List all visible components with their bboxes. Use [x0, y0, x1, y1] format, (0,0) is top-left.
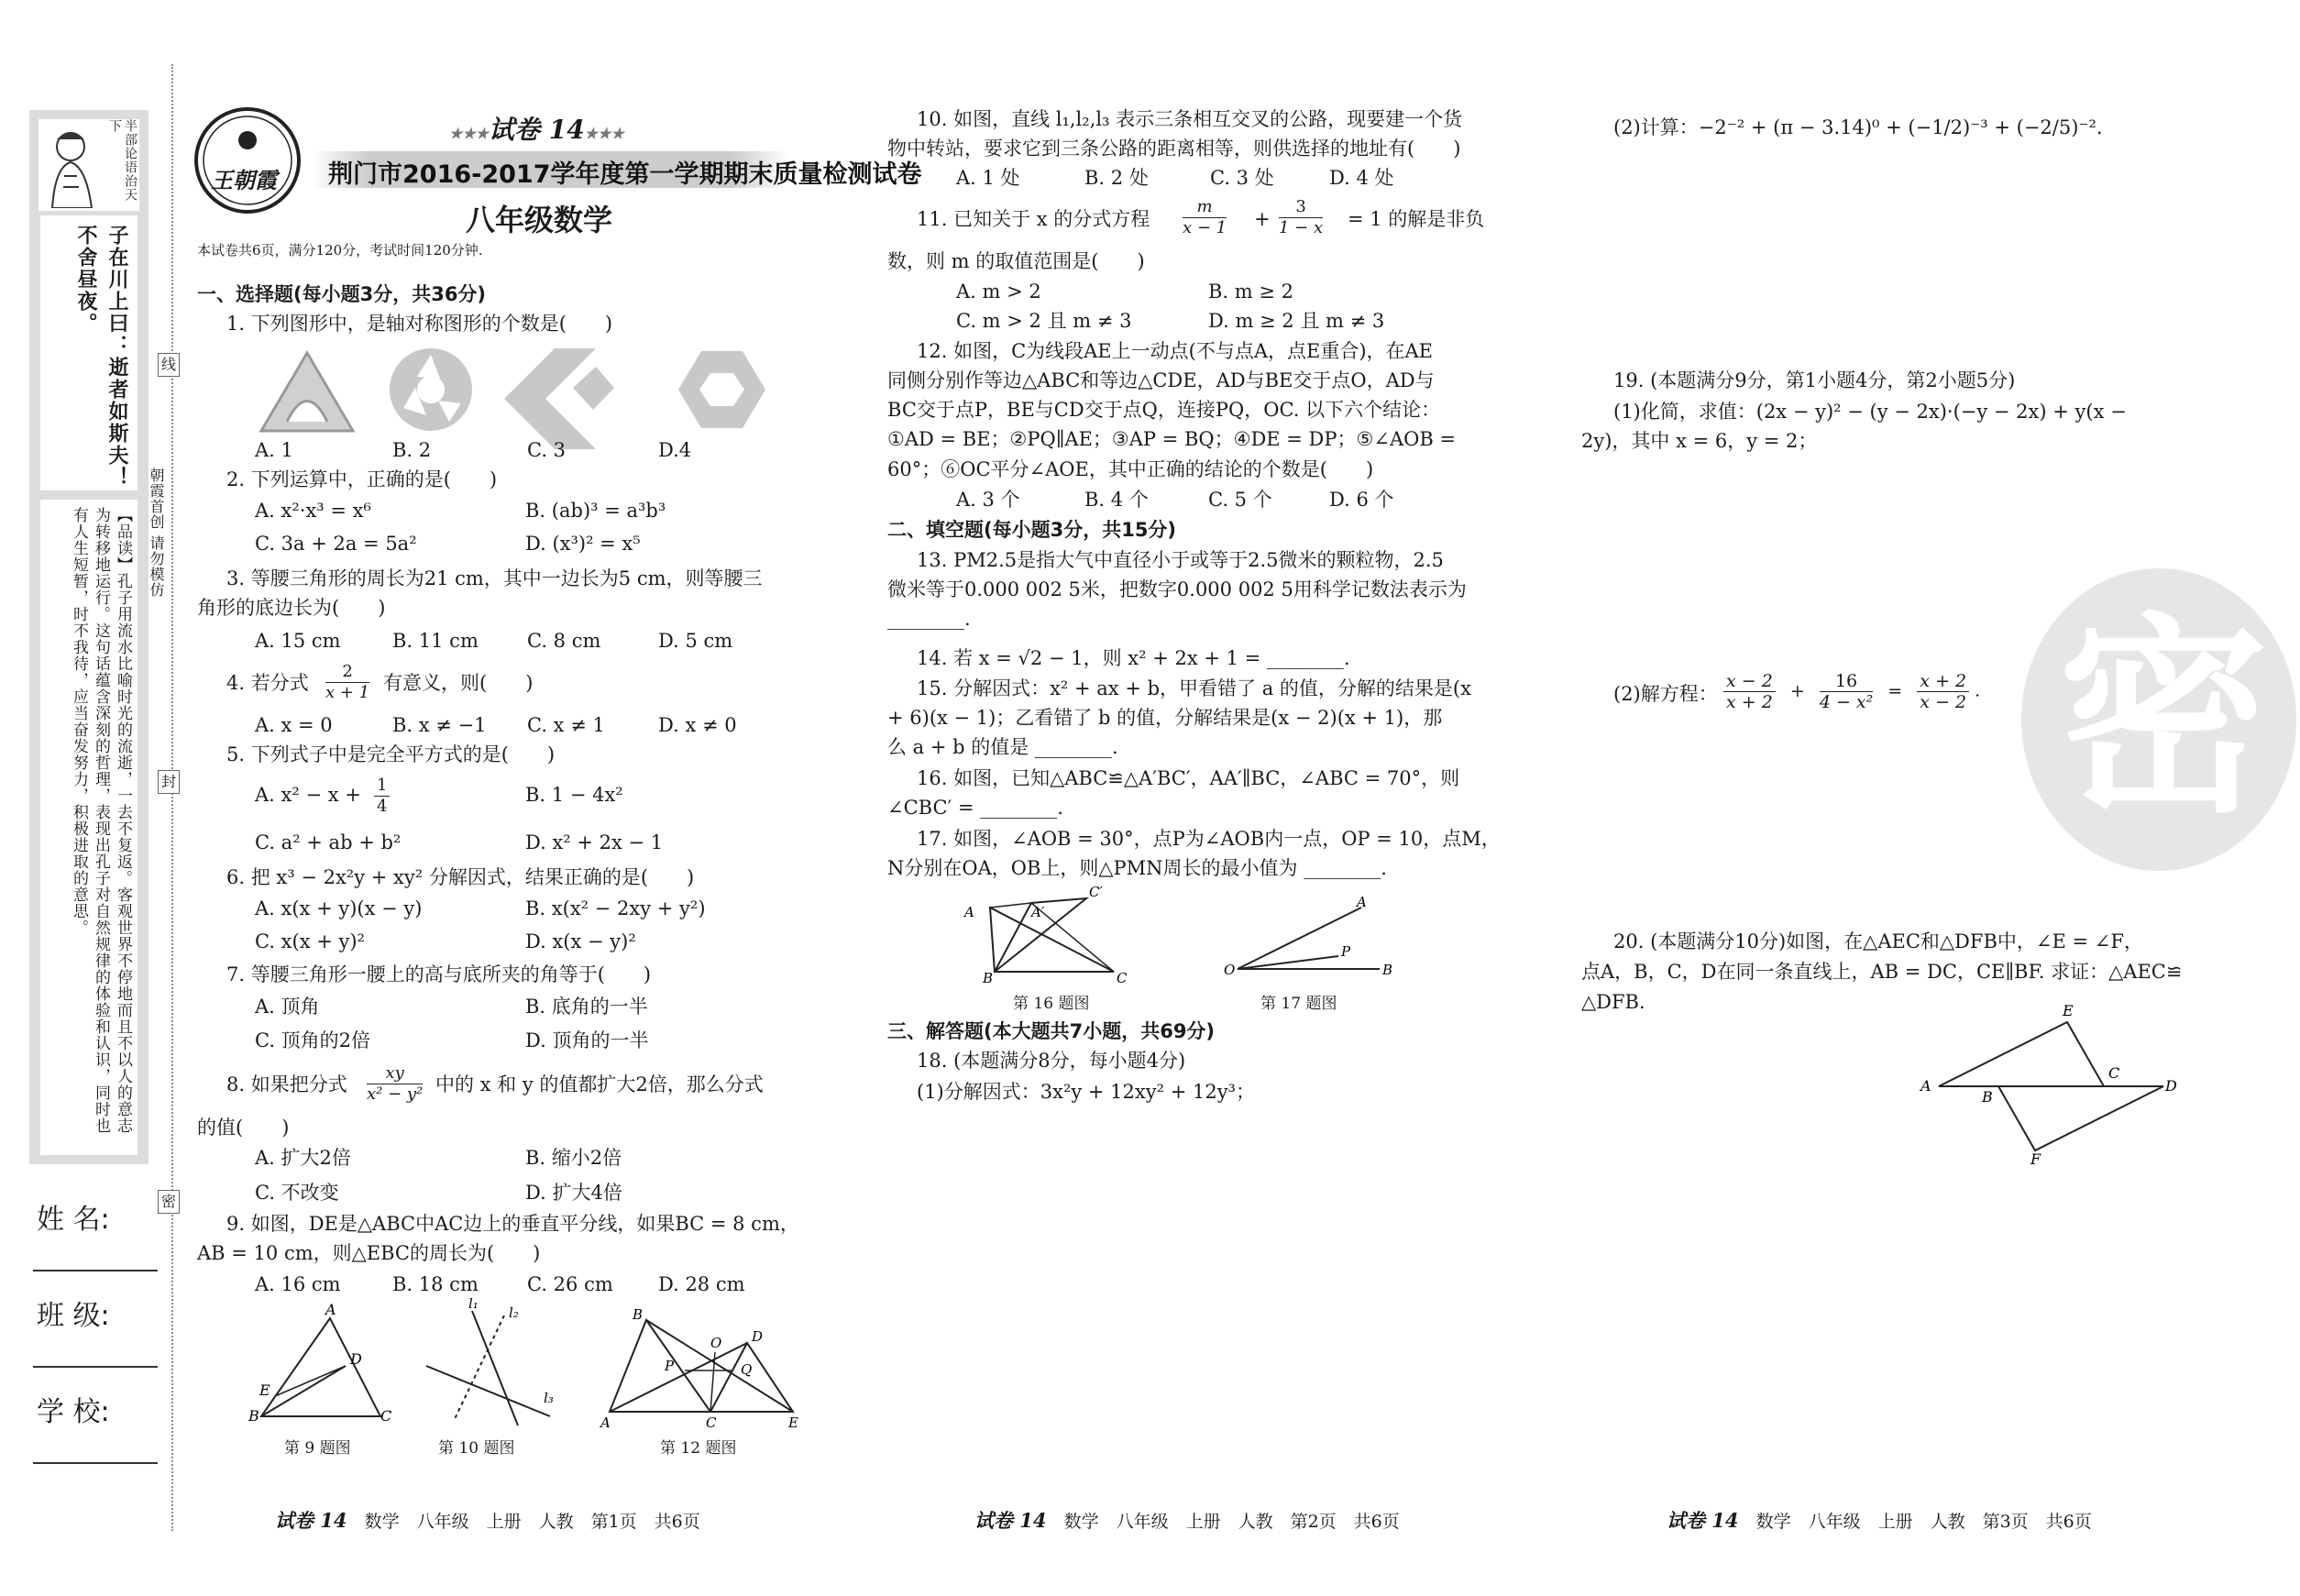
- q5-option-a: A. x² − x +: [255, 784, 361, 806]
- q11-option-c: C. m > 2 且 m ≠ 3: [956, 310, 1132, 332]
- q11-option-d: D. m ≥ 2 且 m ≠ 3: [1208, 310, 1385, 332]
- q8: 8. 如果把分式: [226, 1073, 347, 1095]
- q11-plus: +: [1254, 208, 1271, 230]
- svg-text:F: F: [2030, 1150, 2041, 1164]
- confucius-icon: [39, 121, 103, 208]
- q11-fraction-a: m x − 1: [1183, 197, 1227, 237]
- q8-option-c: C. 不改变: [255, 1182, 339, 1204]
- q12-option-d: D. 6 个: [1329, 489, 1394, 511]
- q10-option-d: D. 4 处: [1329, 167, 1394, 189]
- footer-page3: [1667, 1506, 2092, 1534]
- q9-option-c: C. 26 cm: [527, 1273, 613, 1295]
- q7-option-c: C. 顶角的2倍: [255, 1029, 371, 1051]
- svg-text:C′: C′: [1089, 884, 1103, 900]
- q4-cont: 有意义，则( ): [383, 672, 534, 694]
- q3-option-c: C. 8 cm: [527, 630, 601, 652]
- q2-option-d: D. (x³)² = x⁵: [525, 533, 641, 555]
- q10-option-a: A. 1 处: [956, 167, 1020, 189]
- arrow-shape-icon: [504, 348, 614, 449]
- cut-line: [171, 64, 173, 1531]
- paper-number: ★★★试卷 14★★★: [449, 115, 624, 145]
- q9-option-b: B. 18 cm: [392, 1273, 479, 1295]
- seal-tag-mid: 封: [158, 770, 180, 794]
- svg-text:A: A: [964, 904, 974, 920]
- seal-tag-bot: 密: [158, 1190, 180, 1214]
- q8-cont2: 的值( ): [197, 1117, 290, 1139]
- svg-text:A′: A′: [1031, 904, 1045, 920]
- exam-info: 本试卷共6页，满分120分，考试时间120分钟.: [197, 242, 483, 259]
- footer-text: 数学 八年级 上册 人教 第3页 共6页: [1755, 1512, 2092, 1532]
- q8-option-b: B. 缩小2倍: [525, 1147, 622, 1169]
- q20-cont2: △DFB.: [1581, 991, 1645, 1013]
- q11-cont2: 数，则 m 的取值范围是( ): [887, 250, 1145, 272]
- svg-text:B: B: [983, 970, 994, 986]
- q17: 17. 如图，∠AOB = 30°，点P为∠AOB内一点，OP = 10，点M，: [917, 828, 1501, 850]
- svg-text:O: O: [1224, 962, 1236, 978]
- logo: [193, 105, 303, 215]
- q12-option-b: B. 4 个: [1084, 489, 1149, 511]
- q15-cont: + 6)(x − 1)；乙看错了 b 的值，分解结果是(x − 2)(x + 1)，那: [887, 707, 1443, 729]
- q4-option-b: B. x ≠ −1: [392, 714, 487, 736]
- q12-line4: ①AD = BE；②PQ∥AE；③AP = BQ；④DE = DP；⑤∠AOB =: [887, 428, 1457, 450]
- figure-12: [596, 1306, 807, 1435]
- svg-text:A: A: [1357, 894, 1367, 910]
- q3: 3. 等腰三角形的周长为21 cm，其中一边长为5 cm，则等腰三: [226, 567, 763, 589]
- figure-9: [243, 1302, 408, 1430]
- seal-tag-top: 线: [158, 353, 180, 377]
- eq-b-num: 16: [1820, 671, 1873, 692]
- q19: 19. (本题满分9分，第1小题4分，第2小题5分): [1613, 369, 2016, 391]
- q18-part2: (2)计算：−2⁻² + (π − 3.14)⁰ + (−1/2)⁻³ + (−2/5)⁻².: [1613, 116, 2103, 138]
- q6: 6. 把 x³ − 2x²y + xy² 分解因式，结果正确的是( ): [226, 866, 695, 888]
- q4-option-d: D. x ≠ 0: [658, 714, 737, 736]
- exam-title: 荆门市2016-2017学年度第一学期期末质量检测试卷: [328, 160, 922, 189]
- figure-12-caption: 第 12 题图: [660, 1439, 737, 1458]
- footer-text: 数学 八年级 上册 人教 第2页 共6页: [1063, 1512, 1400, 1532]
- logo-emblem-icon: [193, 105, 303, 215]
- star-icon: ★★★: [449, 125, 490, 142]
- q5: 5. 下列式子中是完全平方式的是( ): [226, 743, 556, 765]
- q1-option-a: A. 1: [255, 439, 293, 461]
- svg-text:E: E: [259, 1381, 270, 1399]
- motto-panel: [39, 119, 139, 211]
- footer-page2: [974, 1506, 1400, 1534]
- q3-option-d: D. 5 cm: [658, 630, 733, 652]
- section-solve: 三、解答题(本大题共7小题，共69分): [887, 1020, 1216, 1042]
- svg-text:l₁: l₁: [468, 1297, 479, 1312]
- q9-option-d: D. 28 cm: [658, 1273, 745, 1295]
- q1: 1. 下列图形中，是轴对称图形的个数是( ): [226, 313, 613, 335]
- q7-option-a: A. 顶角: [255, 996, 320, 1018]
- svg-text:B: B: [633, 1306, 644, 1323]
- q7-option-d: D. 顶角的一半: [525, 1029, 649, 1051]
- q12-line5: 60°；⑥OC平分∠AOE，其中正确的结论的个数是( ): [887, 458, 1374, 480]
- q12: 12. 如图，C为线段AE上一动点(不与点A，点E重合)，在AE: [917, 340, 1434, 362]
- figure-17: [1219, 894, 1403, 985]
- footer-paper: 试卷 14: [974, 1509, 1047, 1532]
- q4-option-a: A. x = 0: [255, 714, 333, 736]
- q6-option-d: D. x(x − y)²: [525, 930, 636, 952]
- svg-text:C: C: [706, 1414, 717, 1431]
- eq-a-den: x + 2: [1726, 692, 1773, 712]
- q2-option-b: B. (ab)³ = a³b³: [525, 500, 666, 522]
- svg-text:C: C: [2108, 1064, 2120, 1082]
- svg-text:l₂: l₂: [509, 1304, 519, 1321]
- triangle-shape-icon: [261, 353, 353, 431]
- figure-10-caption: 第 10 题图: [438, 1439, 515, 1458]
- q4: 4. 若分式: [226, 672, 309, 694]
- q10-option-b: B. 2 处: [1084, 167, 1149, 189]
- q11-option-a: A. m > 2: [956, 281, 1041, 303]
- q18: 18. (本题满分8分，每小题4分): [917, 1050, 1186, 1072]
- q2-option-a: A. x²·x³ = x⁶: [255, 500, 371, 522]
- figure-16-caption: 第 16 题图: [1013, 995, 1090, 1013]
- q5-fraction: 1 4: [374, 776, 390, 817]
- footer-paper: 试卷 14: [1667, 1509, 1739, 1532]
- q4-fraction: 2 x + 1: [325, 662, 370, 702]
- q2: 2. 下列运算中，正确的是( ): [226, 468, 498, 490]
- q19-equation: $\frac{x - 2}{x + 2}$ + $\frac{16}{\text{4 − x²}}$ = $\frac{x + 2}{x - 2}$ .: [1723, 671, 1980, 712]
- q16: 16. 如图，已知△ABC≌△A′BC′，AA′∥BC，∠ABC = 70°，则: [917, 767, 1460, 789]
- figure-9-caption: 第 9 题图: [284, 1439, 351, 1458]
- q9-option-a: A. 16 cm: [255, 1273, 341, 1295]
- q12-line2: 同侧分别作等边△ABC和等边△CDE，AD与BE交于点O，AD与: [887, 369, 1435, 391]
- q1-option-d: D.4: [658, 439, 692, 461]
- q19-part1-cont: 2y)，其中 x = 6，y = 2；: [1581, 430, 1818, 452]
- q8-option-a: A. 扩大2倍: [255, 1147, 351, 1169]
- figure-20: [1916, 999, 2191, 1164]
- q12-line3: BC交于点P，BE与CD交于点Q，连接PQ，OC. 以下六个结论：: [887, 399, 1441, 421]
- q7: 7. 等腰三角形一腰上的高与底所夹的角等于( ): [226, 963, 652, 985]
- q8-fraction: xy x² − y²: [367, 1063, 424, 1104]
- q5-option-c: C. a² + ab + b²: [255, 831, 402, 853]
- figure-16: [953, 880, 1137, 990]
- class-label: 班 级:: [37, 1300, 110, 1332]
- school-label: 学 校:: [37, 1396, 110, 1428]
- q12-option-a: A. 3 个: [956, 489, 1020, 511]
- watermark-seal: [2021, 568, 2296, 871]
- svg-text:A: A: [600, 1414, 611, 1431]
- q6-option-a: A. x(x + y)(x − y): [255, 897, 423, 919]
- eq-a-num: x − 2: [1723, 671, 1776, 692]
- q18-part1: (1)分解因式：3x²y + 12xy² + 12y³；: [917, 1081, 1255, 1103]
- q4-option-c: C. x ≠ 1: [527, 714, 605, 736]
- quote-line1: 子在川上曰：逝者如斯夫！: [105, 225, 128, 489]
- q8-cont: 中的 x 和 y 的值都扩大2倍，那么分式: [435, 1073, 764, 1095]
- q10-cont: 物中转站，要求它到三条公路的距离相等，则供选择的地址有( ): [887, 138, 1461, 160]
- q5-option-d: D. x² + 2x − 1: [525, 831, 664, 853]
- hexagon-shape-icon: [678, 351, 765, 428]
- svg-text:B: B: [248, 1407, 259, 1425]
- q9: 9. 如图，DE是△ABC中AC边上的垂直平分线，如果BC = 8 cm，: [226, 1213, 799, 1235]
- svg-text:E: E: [788, 1414, 798, 1431]
- footer-text: 数学 八年级 上册 人教 第1页 共6页: [364, 1512, 700, 1532]
- eq-b-den: 4 − x²: [1819, 692, 1874, 712]
- margin-note: 朝霞首创 请勿模仿: [148, 468, 165, 599]
- section-choice: 一、选择题(每小题3分，共36分): [197, 283, 487, 305]
- watermark-text: 密: [2058, 597, 2270, 842]
- svg-text:A: A: [1920, 1077, 1931, 1095]
- figure-10: [417, 1297, 564, 1435]
- q8-option-d: D. 扩大4倍: [525, 1182, 622, 1204]
- q1-option-c: C. 3: [527, 439, 567, 461]
- q15-cont2: 么 a + b 的值是 ________.: [887, 736, 1118, 758]
- q19-part1: (1)化简，求值：(2x − y)² − (y − 2x)·(−y − 2x) + y(x −: [1613, 401, 2127, 423]
- eq-c-num: x + 2: [1917, 671, 1969, 692]
- q13: 13. PM2.5是指大气中直径小于或等于2.5微米的颗粒物，2.5: [917, 549, 1444, 571]
- section-fill: 二、填空题(每小题3分，共15分): [887, 519, 1177, 541]
- quote-line2: 不舍昼夜。: [74, 225, 97, 335]
- footer-page1: [275, 1506, 700, 1534]
- q11-cont: = 1 的解是非负: [1348, 208, 1485, 230]
- subject-title: 八年级数学: [466, 203, 613, 237]
- q16-cont: ∠CBC′ = ________.: [887, 797, 1063, 819]
- svg-text:l₃: l₃: [544, 1390, 554, 1406]
- q20: 20. (本题满分10分)如图，在△AEC和△DFB中，∠E = ∠F，: [1613, 930, 2143, 952]
- q14: 14. 若 x = √2 − 1，则 x² + 2x + 1 = ________.: [917, 647, 1350, 669]
- svg-text:E: E: [2063, 1002, 2074, 1019]
- svg-text:P: P: [665, 1358, 675, 1374]
- q10: 10. 如图，直线 l₁,l₂,l₃ 表示三条相互交叉的公路，现要建一个货: [917, 108, 1463, 130]
- school-field[interactable]: [33, 1462, 158, 1464]
- name-field[interactable]: [33, 1270, 158, 1271]
- q3-option-a: A. 15 cm: [255, 630, 341, 652]
- q11: 11. 已知关于 x 的分式方程: [917, 208, 1150, 230]
- q10-option-c: C. 3 处: [1210, 167, 1274, 189]
- class-field[interactable]: [33, 1366, 158, 1368]
- q20-cont: 点A，B，C，D在同一条直线上，AB = DC，CE∥BF. 求证：△AEC≌: [1581, 961, 2183, 983]
- logo-text: 王朝霞: [211, 168, 277, 193]
- circle-shape-icon: [390, 348, 472, 431]
- footer-paper: 试卷 14: [275, 1509, 347, 1532]
- q1-option-b: B. 2: [392, 439, 432, 461]
- svg-text:D: D: [2165, 1077, 2177, 1095]
- q13-cont: 微米等于0.000 002 5米，把数字0.000 002 5用科学记数法表示为: [887, 578, 1467, 600]
- svg-text:B: B: [1982, 1088, 1993, 1106]
- q3-option-b: B. 11 cm: [392, 630, 479, 652]
- svg-text:D: D: [350, 1350, 362, 1368]
- q3-cont: 角形的底边长为( ): [197, 597, 386, 619]
- q15: 15. 分解因式：x² + ax + b，甲看错了 a 的值，分解的结果是(x: [917, 677, 1471, 699]
- q6-option-b: B. x(x² − 2xy + y²): [525, 897, 706, 919]
- svg-text:C: C: [380, 1407, 392, 1425]
- svg-text:Q: Q: [741, 1361, 753, 1378]
- reading-panel: [40, 500, 138, 1155]
- q7-option-b: B. 底角的一半: [525, 996, 648, 1018]
- name-label: 姓 名:: [37, 1204, 110, 1236]
- q5-option-b: B. 1 − 4x²: [525, 784, 623, 806]
- quote-panel: [40, 215, 138, 490]
- svg-text:P: P: [1341, 943, 1351, 960]
- q19-part2: (2)解方程：: [1613, 683, 1718, 705]
- svg-text:A: A: [325, 1302, 336, 1318]
- q6-option-c: C. x(x + y)²: [255, 930, 365, 952]
- svg-text:O: O: [710, 1335, 722, 1351]
- eq-c-den: x − 2: [1920, 692, 1967, 712]
- svg-text:C: C: [1117, 970, 1128, 986]
- q13-blank: ________.: [887, 608, 971, 630]
- svg-text:D: D: [752, 1328, 764, 1345]
- q11-fraction-b: 3 1 − x: [1279, 197, 1324, 237]
- reading-text: 【品读】孔子用流水比喻时光的流逝，一去不复返。客观世界不停地而且不以人的意志为转移地运行。这句话蕴含深刻的哲理，表现出孔子对自然规律的体验和认识，同时也有人生短暂，时不我待，应当奋发努力，积极进取的意思。: [70, 507, 132, 1134]
- sidebar: [29, 110, 149, 1164]
- figure-17-caption: 第 17 题图: [1260, 995, 1337, 1013]
- q12-option-c: C. 5 个: [1208, 489, 1272, 511]
- q17-cont: N分别在OA，OB上，则△PMN周长的最小值为 ________.: [887, 857, 1387, 879]
- svg-text:B: B: [1382, 962, 1393, 978]
- q9-cont: AB = 10 cm，则△EBC的周长为( ): [197, 1242, 541, 1264]
- star-icon: ★★★: [584, 125, 624, 142]
- q11-option-b: B. m ≥ 2: [1208, 281, 1294, 303]
- q2-option-c: C. 3a + 2a = 5a²: [255, 533, 417, 555]
- motto-small: 半部论语治天下: [107, 119, 138, 202]
